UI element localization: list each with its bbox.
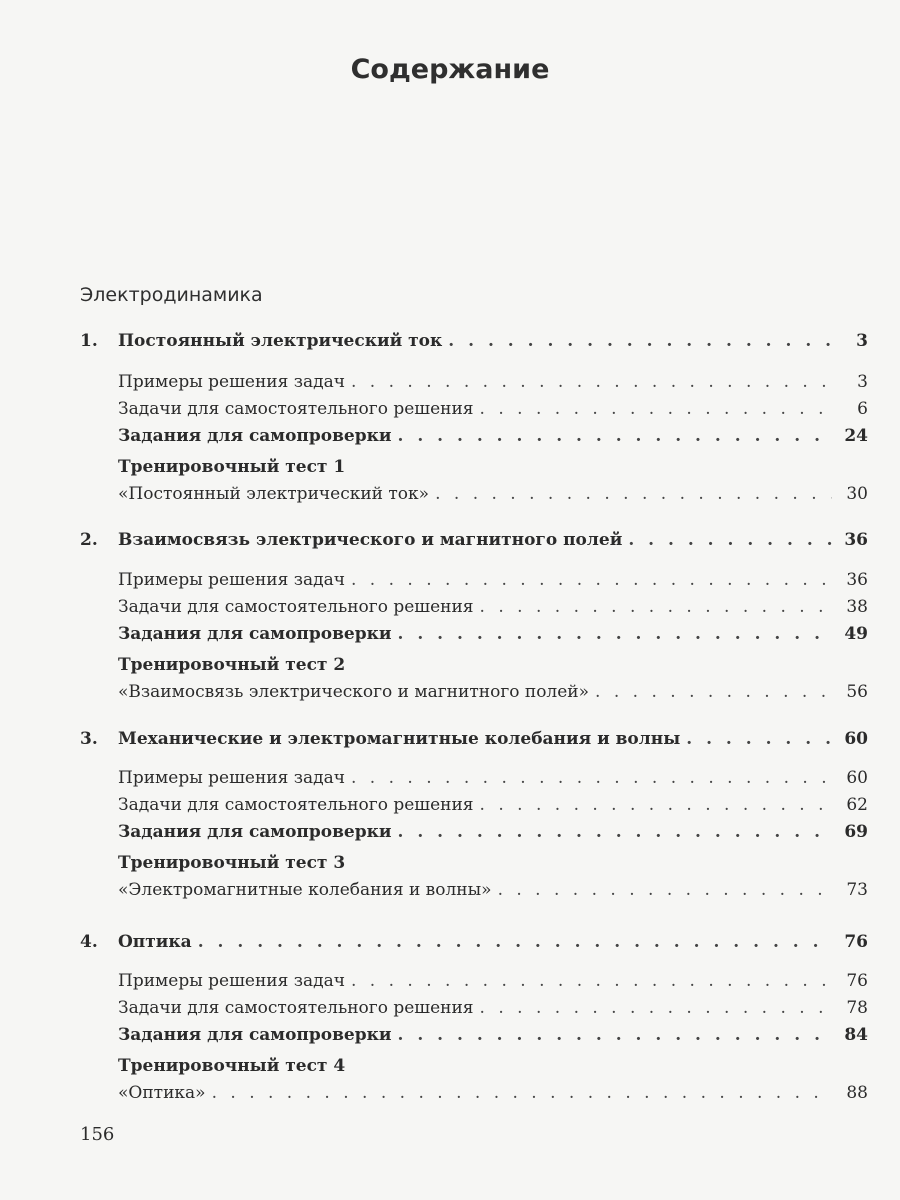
toc-item-label: Задачи для самостоятельного решения xyxy=(118,795,474,815)
chapter-title: Механические и электромагнитные колебания и волны xyxy=(118,729,681,749)
leader-dots xyxy=(480,792,832,818)
toc-item-row xyxy=(0,792,900,818)
test-title: Тренировочный тест 3 xyxy=(118,853,346,873)
toc-item-page: 84 xyxy=(844,1025,868,1045)
toc-item-row xyxy=(0,995,900,1021)
toc-item-page: 76 xyxy=(846,971,868,991)
toc-item-label: Задачи для самостоятельного решения xyxy=(118,597,474,617)
leader-dots xyxy=(595,679,832,705)
toc-item-row xyxy=(0,968,900,994)
leader-dots xyxy=(351,765,832,791)
chapter-number: 3. xyxy=(80,729,98,749)
chapter-title: Взаимосвязь электрического и магнитного полей xyxy=(118,530,623,550)
chapter-title: Оптика xyxy=(118,932,192,952)
leader-dots xyxy=(448,328,832,354)
chapter-page: 76 xyxy=(844,932,868,952)
toc-item-page: 6 xyxy=(857,399,868,419)
toc-item-page: 60 xyxy=(846,768,868,788)
leader-dots xyxy=(212,1080,832,1106)
test-title: Тренировочный тест 4 xyxy=(118,1056,346,1076)
toc-item-row xyxy=(0,594,900,620)
test-page: 30 xyxy=(846,484,868,504)
test-row xyxy=(0,679,900,705)
test-subtitle: «Постоянный электрический ток» xyxy=(118,484,430,504)
leader-dots xyxy=(398,1022,833,1048)
test-title: Тренировочный тест 2 xyxy=(118,655,346,675)
leader-dots xyxy=(628,527,832,553)
leader-dots xyxy=(498,877,832,903)
test-page: 88 xyxy=(846,1083,868,1103)
chapter-title: Постоянный электрический ток xyxy=(118,331,443,351)
test-subtitle: «Взаимосвязь электрического и магнитного полей» xyxy=(118,682,590,702)
leader-dots xyxy=(398,819,833,845)
leader-dots xyxy=(198,929,832,955)
test-row xyxy=(0,481,900,507)
toc-item-page: 36 xyxy=(846,570,868,590)
chapter-number: 4. xyxy=(80,932,98,952)
toc-item-page: 49 xyxy=(844,624,868,644)
leader-dots xyxy=(480,594,832,620)
toc-item-row xyxy=(0,819,900,845)
test-row xyxy=(0,877,900,903)
part-title: Электродинамика xyxy=(80,284,263,306)
leader-dots xyxy=(686,726,832,752)
toc-item-label: Задачи для самостоятельного решения xyxy=(118,998,474,1018)
toc-item-page: 62 xyxy=(846,795,868,815)
chapter-number: 2. xyxy=(80,530,98,550)
toc-item-label: Задания для самопроверки xyxy=(118,822,392,842)
leader-dots xyxy=(351,968,832,994)
leader-dots xyxy=(435,481,832,507)
toc-item-row xyxy=(0,1022,900,1048)
toc-item-page: 78 xyxy=(846,998,868,1018)
toc-item-row xyxy=(0,396,900,422)
test-title: Тренировочный тест 1 xyxy=(118,457,346,477)
toc-item-label: Задания для самопроверки xyxy=(118,426,392,446)
chapter-1-row xyxy=(0,328,900,354)
chapter-page: 36 xyxy=(844,530,868,550)
toc-item-label: Задания для самопроверки xyxy=(118,1025,392,1045)
toc-item-row xyxy=(0,765,900,791)
chapter-page: 60 xyxy=(844,729,868,749)
leader-dots xyxy=(398,621,833,647)
leader-dots xyxy=(480,995,832,1021)
toc-item-label: Примеры решения задач xyxy=(118,372,345,392)
chapter-page: 3 xyxy=(856,331,868,351)
chapter-3-row xyxy=(0,726,900,752)
test-page: 73 xyxy=(846,880,868,900)
page-title: Содержание xyxy=(350,54,550,85)
toc-item-label: Примеры решения задач xyxy=(118,768,345,788)
toc-item-label: Примеры решения задач xyxy=(118,971,345,991)
toc-item-label: Примеры решения задач xyxy=(118,570,345,590)
chapter-4-row xyxy=(0,929,900,955)
leader-dots xyxy=(351,567,832,593)
toc-item-page: 69 xyxy=(844,822,868,842)
leader-dots xyxy=(398,423,833,449)
chapter-number: 1. xyxy=(80,331,98,351)
toc-item-row xyxy=(0,423,900,449)
toc-item-label: Задания для самопроверки xyxy=(118,624,392,644)
toc-item-row xyxy=(0,567,900,593)
test-subtitle: «Электромагнитные колебания и волны» xyxy=(118,880,492,900)
toc-item-page: 3 xyxy=(857,372,868,392)
toc-item-page: 38 xyxy=(846,597,868,617)
test-page: 56 xyxy=(846,682,868,702)
toc-item-label: Задачи для самостоятельного решения xyxy=(118,399,474,419)
test-subtitle: «Оптика» xyxy=(118,1083,206,1103)
page-number: 156 xyxy=(80,1124,115,1145)
leader-dots xyxy=(480,396,832,422)
toc-item-row xyxy=(0,369,900,395)
toc-item-row xyxy=(0,621,900,647)
test-row xyxy=(0,1080,900,1106)
leader-dots xyxy=(351,369,832,395)
toc-item-page: 24 xyxy=(844,426,868,446)
chapter-2-row xyxy=(0,527,900,553)
